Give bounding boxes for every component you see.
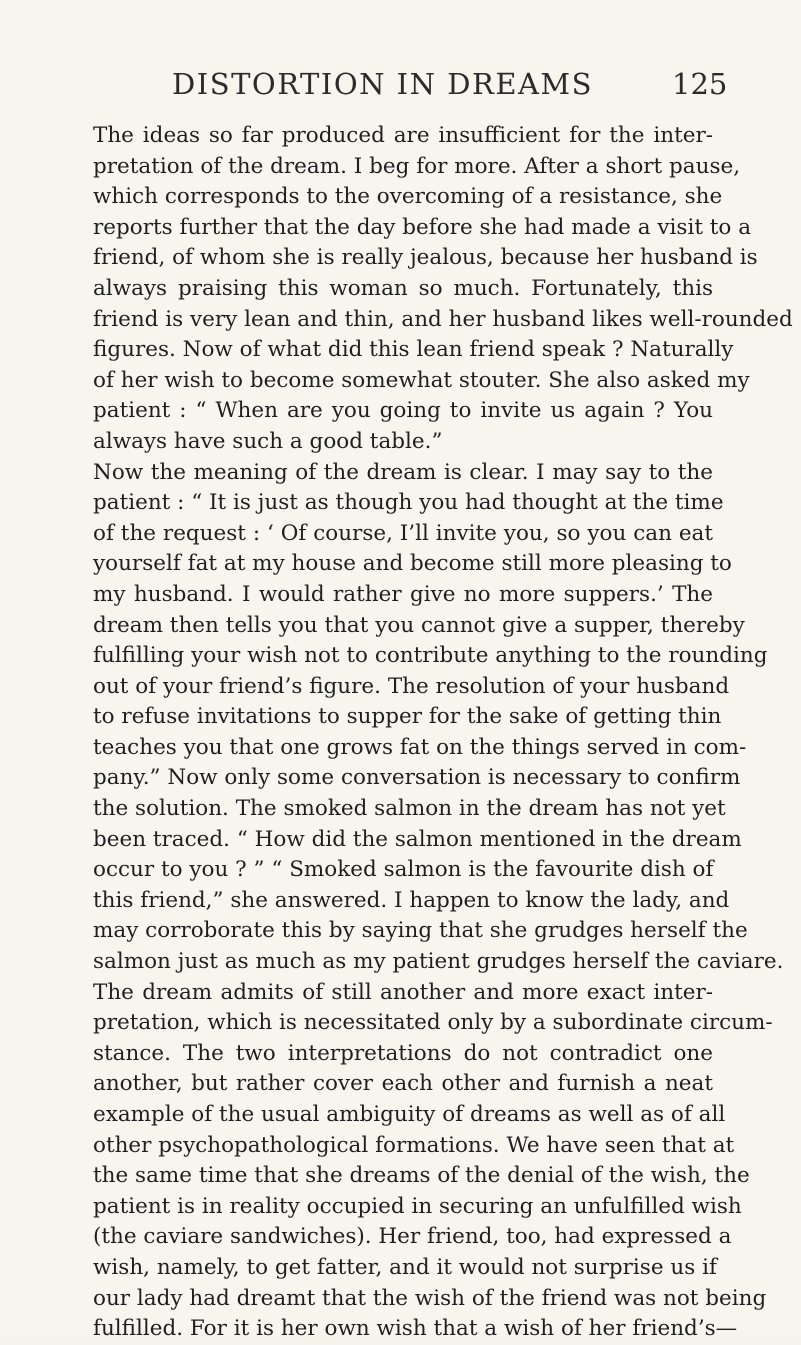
text-line: teaches you that one grows fat on the things served in com- [93, 734, 747, 760]
text-line: The dream admits of still another and more exact inter- [93, 979, 713, 1005]
text-line: The ideas so far produced are insufficient for the inter- [93, 123, 713, 148]
text-line: friend is very lean and thin, and her husband likes well-rounded [93, 306, 793, 332]
text-line: to refuse invitations to supper for the sake of getting thin [93, 704, 722, 730]
text-line: always have such a good table.” [93, 428, 443, 454]
text-line: occur to you ? ” “ Smoked salmon is the favourite dish of [93, 857, 714, 883]
text-line: of the request : ‘ Of course, I’ll invite you, so you can eat [93, 520, 713, 546]
text-line: been traced. “ How did the salmon mentioned in the dream [93, 826, 742, 852]
text-line: wish, namely, to get fatter, and it would not surprise us if [93, 1254, 717, 1280]
text-line: dream then tells you that you cannot give a supper, thereby [93, 612, 745, 638]
text-line: pretation, which is necessitated only by a subordinate circum- [93, 1010, 773, 1036]
text-line: patient : “ It is just as though you had thought at the time [93, 490, 724, 516]
running-head: DISTORTION IN DREAMS [172, 67, 593, 101]
text-line: patient : “ When are you going to invite us again ? You [93, 398, 713, 424]
text-line: salmon just as much as my patient grudges herself the caviare. [93, 949, 784, 975]
text-line: my husband. I would rather give no more suppers.’ The [93, 581, 713, 607]
text-line: always praising this woman so much. Fortunately, this [93, 275, 713, 301]
text-line: Now the meaning of the dream is clear. I may say to the [93, 459, 713, 485]
text-line: pany.” Now only some conversation is necessary to confirm [93, 765, 741, 791]
text-line: stance. The two interpretations do not contradict one [93, 1040, 713, 1066]
text-line: yourself fat at my house and become still more pleasing to [93, 551, 732, 577]
text-line: the solution. The smoked salmon in the dream has not yet [93, 796, 726, 822]
text-line: of her wish to become somewhat stouter. She also asked my [93, 367, 750, 393]
text-line: the same time that she dreams of the denial of the wish, the [93, 1163, 750, 1189]
text-line: example of the usual ambiguity of dreams as well as of all [93, 1102, 726, 1127]
text-line: fulfilled. For it is her own wish that a wish of her friend’s— [93, 1316, 738, 1342]
text-line: this friend,” she answered. I happen to know the lady, and [93, 887, 730, 913]
text-line: which corresponds to the overcoming of a resistance, she [93, 184, 723, 210]
text-line: reports further that the day before she had made a visit to a [93, 214, 752, 240]
text-line: another, but rather cover each other and furnish a neat [93, 1071, 713, 1097]
text-line: friend, of whom she is really jealous, because her husband is [93, 245, 758, 271]
text-line: out of your friend’s figure. The resolution of your husband [93, 673, 730, 699]
text-line: our lady had dreamt that the wish of the friend was not being [93, 1285, 767, 1311]
text-line: figures. Now of what did this lean friend speak ? Naturally [93, 337, 734, 363]
text-line: pretation of the dream. I beg for more. After a short pause, [93, 153, 741, 179]
text-line: fulfilling your wish not to contribute anything to the rounding [93, 643, 768, 669]
body-text [93, 121, 793, 1345]
text-line: patient is in reality occupied in securing an unfulfilled wish [93, 1193, 742, 1219]
text-line: may corroborate this by saying that she grudges herself the [93, 918, 748, 944]
page-header [172, 67, 728, 107]
text-line: (the caviare sandwiches). Her friend, too, had expressed a [93, 1224, 732, 1250]
page-number: 125 [672, 67, 728, 101]
text-line: other psychopathological formations. We have seen that at [93, 1132, 735, 1158]
